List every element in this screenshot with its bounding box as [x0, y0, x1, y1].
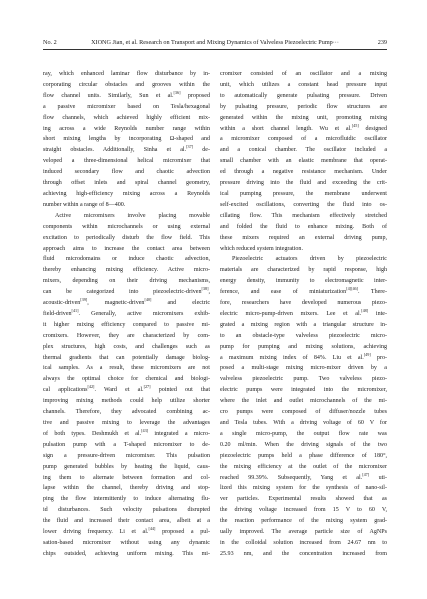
text-line: ing across a wide Reynolds number range within: [43, 125, 210, 132]
text-line: it higher mixing efficiency compared to passive mi-: [43, 321, 210, 328]
text-line: corporating circular obstacles and grooves within the: [43, 81, 210, 88]
text-line: ray, which enhanced laminar flow disturbance by in-: [43, 71, 210, 77]
text-line: always the optimal choice for chemical and biologi-: [43, 376, 210, 383]
text-line: id disturbances. Such velocity pulsations disrupted: [43, 507, 210, 514]
text-line: valveless piezoelectric pump. Two valveless piezo-: [220, 376, 387, 383]
text-line: the mixing efficiency at the outlet of the micromixer: [220, 463, 387, 470]
text-line: ver particles. Experimental results showed that as: [220, 496, 387, 503]
text-line: cal applications[42]. Ward et al.[27] pointed out that: [43, 385, 210, 394]
text-line: channels. Therefore, they advocated combining ac-: [43, 409, 210, 416]
text-line: cromixers. However, they are characterized by com-: [43, 332, 210, 339]
text-line: ing them to alternate between formation and col-: [43, 474, 210, 481]
text-line: ually improved. The average particle size of AgNPs: [220, 529, 387, 536]
text-line: Piezoelectric actuators driven by piezoelectric: [232, 256, 387, 263]
text-line: Active micromixers involve placing movable: [55, 212, 210, 219]
text-line: self-excited oscillations, converting the fluid into os-: [220, 201, 387, 208]
text-line: ference, and ease of miniaturization[4][46]. There-: [220, 287, 387, 296]
text-line: ed through a negative resistance mechanism. Under: [220, 169, 387, 176]
text-line: sation-based micromixer without using any dynamic: [43, 539, 210, 546]
text-line: the driving voltage increased from 15 V to 60 V,: [220, 507, 387, 514]
text-line: can be categorized into piezoelectric-driven[38],: [43, 287, 210, 296]
running-header: [43, 37, 387, 50]
text-line: excitation to periodically disturb the flow field. This: [43, 234, 210, 241]
text-line: induced secondary flow and chaotic advection: [43, 169, 210, 176]
text-line: sign a pressure-driven micromixer. This pulsation: [43, 452, 210, 459]
issue-number: No. 2: [43, 39, 57, 46]
text-line: unit, which utilizes a constant head pressure input: [220, 81, 387, 88]
text-line: small chamber with an elastic membrane that operat-: [220, 158, 387, 165]
text-line: short mixing lengths by incorporating Ω-shaped and: [43, 136, 210, 143]
text-line: and a conical chamber. The oscillator included a: [220, 147, 387, 154]
text-line: lized this mixing system for the synthesis of nano-sil-: [220, 485, 387, 492]
text-line: a micromixer composed of a microfluidic oscillator: [220, 136, 387, 143]
text-line: chips outsided, achieving uniform mixing. This mi-: [43, 550, 210, 557]
text-line: energy density, immunity to electromagnetic inter-: [220, 278, 387, 285]
text-line: pulsation pump with a T-shaped micromixer to de-: [43, 441, 210, 448]
text-line: pump for pumping and mixing solutions, achieving: [220, 343, 387, 350]
text-line: achieving high-efficiency mixing across a Reynolds: [43, 190, 210, 197]
text-line: a maximum mixing index of 84%. Liu et al.[49] pro-: [220, 352, 387, 361]
text-line: improving mixing methods could help utilize shorter: [43, 398, 210, 405]
text-line: and folded the fluid to enhance mixing. Both of: [220, 223, 387, 230]
text-line: veloped a three-dimensional helical micromixer that: [43, 158, 210, 165]
text-line: 0.20 ml/min. When the driving signals of the two: [220, 441, 387, 448]
text-line: posed a multi-stage mixing micro-mixer driven by a: [220, 365, 387, 372]
text-line: in the colloidal solution increased from 24.67 nm to: [220, 539, 387, 546]
text-line: reached 99.39%. Subsequently, Yang et al.[47] uti-: [220, 472, 387, 481]
right-text-column: [220, 69, 387, 560]
text-line: approach aims to increase the contact area between: [43, 245, 210, 252]
text-line: electric pumps were integrated into the micromixer,: [220, 387, 387, 394]
text-line: thereby enhancing mixing efficiency. Active micro-: [43, 267, 210, 274]
text-line: which reduced system integration.: [220, 245, 303, 252]
text-line: where the inlet and outlet microchannels of the mi-: [220, 398, 387, 405]
text-line: to automatically generate pulsating pressure. Driven: [220, 92, 387, 99]
text-line: these mixers required an external driving pump,: [220, 234, 387, 241]
text-line: and Tesla tubes. With a driving voltage of 60 V for: [220, 420, 387, 426]
text-line: plex structures, high costs, and challenges such as: [43, 343, 210, 350]
text-line: a passive micromixer based on Tesla/hexagonal: [43, 103, 210, 110]
text-line: ical samples. As a result, these micromixers are not: [43, 365, 210, 372]
text-line: pump generated bubbles by heating the liquid, caus-: [43, 463, 210, 470]
text-line: flow channel units. Similarly, Sun et al.[36] proposed: [43, 90, 210, 99]
text-line: components within microchannels or using external: [43, 223, 210, 230]
text-line: generated within the mixing unit, promoting mixing: [220, 114, 387, 121]
text-line: lapse within the channel, thereby driving and stop-: [43, 485, 210, 492]
text-line: fore, researchers have developed numerous piezo-: [220, 300, 387, 307]
text-line: flow channels, which achieved highly efficient mix-: [43, 114, 210, 121]
text-line: electric micro-pump-driven mixers. Lee et al.[48] inte-: [220, 308, 387, 317]
text-line: acoustic-driven[39], magnetic-driven[40] and electric: [43, 298, 210, 307]
text-line: thermal gradients that can potentially damage biolog-: [43, 354, 210, 361]
text-line: mixers, depending on their driving mechanisms,: [43, 278, 210, 285]
text-line: ping the flow intermittently to induce alternating flu-: [43, 496, 210, 503]
text-line: pressure driving into the fluid and exceeding the crit-: [220, 180, 387, 187]
text-line: to an obstacle-type valveless piezoelectric micro-: [220, 332, 387, 339]
text-line: piezoelectric pumps held a phase difference of 180°,: [220, 452, 387, 459]
text-line: materials are characterized by rapid response, high: [220, 267, 387, 274]
text-line: within a short channel length. Wu et al.[45] designed: [220, 123, 387, 132]
running-title: XIONG Jian, et al. Research on Transport and Mixing Dynamics of Valveless Piezoelectric Pump···: [91, 39, 339, 46]
text-line: grated a mixing region with a triangular structure in-: [220, 321, 387, 328]
text-line: cillating flow. This mechanism effectively stretched: [220, 212, 387, 219]
text-line: of both types. Deshmukh et al.[43] integrated a micro-: [43, 428, 210, 437]
text-line: number within a range of 8—400.: [43, 201, 126, 208]
page-number: 239: [377, 39, 387, 46]
text-line: lower driving frequency. Li et al.[44] proposed a pul-: [43, 527, 210, 536]
text-line: straight obstacles. Additionally, Sinha et al.[37] de-: [43, 145, 210, 154]
text-line: 25.93 nm, and the concentration increased from: [220, 550, 387, 557]
text-line: ical pumping pressure, the membrane underwent: [220, 190, 387, 197]
text-line: by pulsating pressure, periodic flow structures are: [220, 103, 387, 110]
text-line: cro pumps were composed of diffuser/nozzle tubes: [220, 409, 387, 416]
text-line: fluid microdomains or induce chaotic advection,: [43, 256, 210, 263]
text-line: field-driven[41]. Generally, active micromixers exhib-: [43, 308, 210, 317]
text-line: through offset inlets and spiral channel geometry,: [43, 180, 210, 187]
left-text-column: [43, 69, 210, 560]
text-line: tive and passive mixing to leverage the advantages: [43, 420, 210, 426]
text-line: the reaction performance of the mixing system grad-: [220, 518, 387, 525]
text-line: the fluid and increased their contact area, albeit at a: [43, 518, 210, 525]
text-line: cromixer consisted of an oscillator and a mixing: [220, 71, 387, 77]
text-line: a single micro-pump, the output flow rate was: [220, 430, 387, 437]
